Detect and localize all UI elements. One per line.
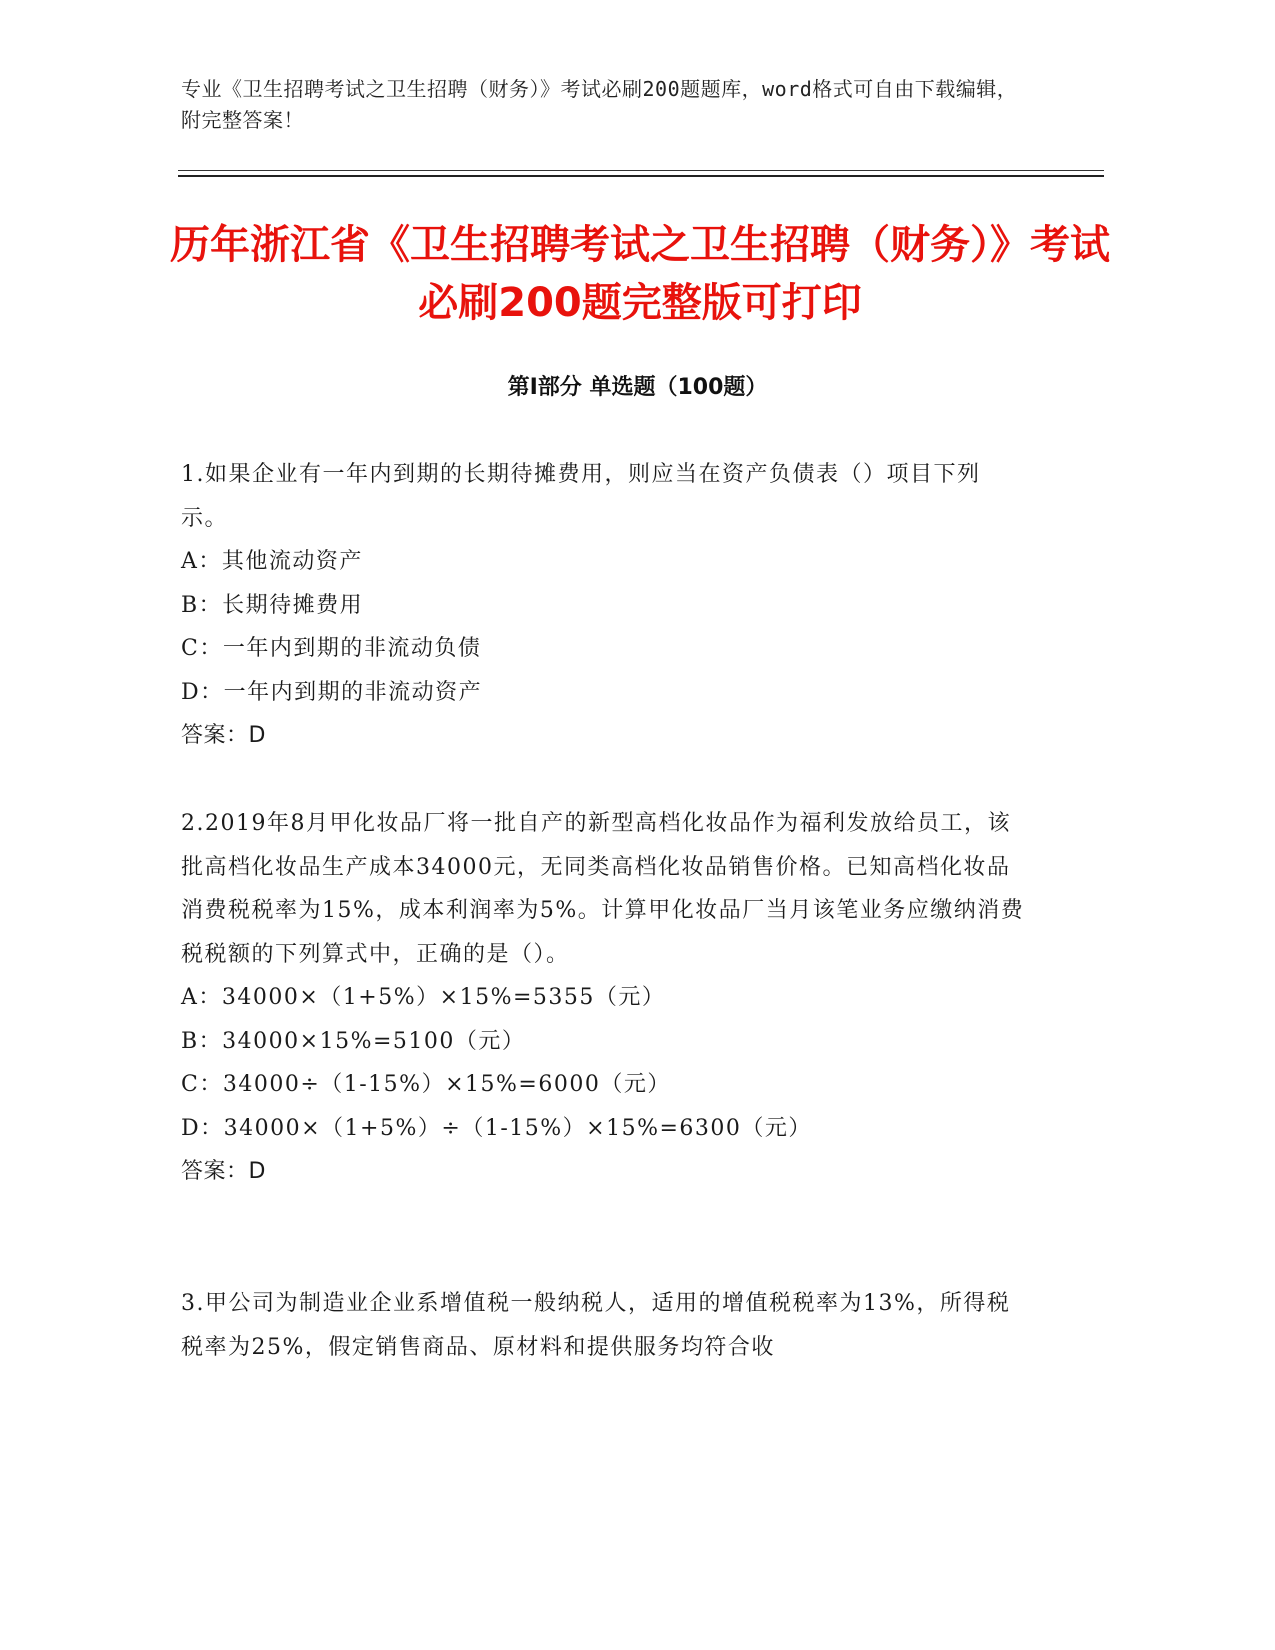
option-a: A：其他流动资产 [181, 549, 363, 574]
header-divider-bottom [178, 175, 1104, 177]
answer: 答案：D [181, 723, 266, 748]
question-3 [181, 1282, 1026, 1369]
option-d: D：一年内到期的非流动资产 [181, 679, 483, 705]
option-b: B：34000×15%=5100（元） [181, 1028, 526, 1054]
option-c: C：一年内到期的非流动负债 [181, 636, 482, 661]
option-d: D：34000×（1+5%）÷（1-15%）×15%=6300（元） [181, 1115, 812, 1141]
question-stem: 1.如果企业有一年内到期的长期待摊费用，则应当在资产负债表（）项目下列示。 [181, 462, 981, 531]
section-heading: 第Ⅰ部分 单选题（100题） [507, 375, 768, 400]
question-stem: 3.甲公司为制造业企业系增值税一般纳税人，适用的增值税税率为13%，所得税税率为25%，假定销售商品、原材料和提供服务均符合收 [181, 1291, 1011, 1360]
header-note: 专业《卫生招聘考试之卫生招聘（财务）》考试必刷200题题库，word格式可自由下载编辑，附完整答案！ [181, 77, 1018, 132]
question-1 [181, 453, 1026, 758]
option-b: B：长期待摊费用 [181, 592, 364, 618]
answer: 答案：D [181, 1159, 266, 1184]
option-c: C：34000÷（1-15%）×15%=6000（元） [181, 1072, 671, 1097]
header-divider-top [178, 170, 1104, 171]
option-a: A：34000×（1+5%）×15%=5355（元） [181, 985, 666, 1010]
document-title: 历年浙江省《卫生招聘考试之卫生招聘（财务）》考试必刷200题完整版可打印 [170, 222, 1110, 326]
question-stem: 2.2019年8月甲化妆品厂将一批自产的新型高档化妆品作为福利发放给员工，该批高档化妆品生产成本34000元，无同类高档化妆品销售价格。已知高档化妆品消费税税率为15%，成本利润率为5%。计算甲化妆品厂当月该笔业务应缴纳消费税税额的下列算式中，正确的是（）。 [181, 811, 1025, 967]
question-2 [181, 802, 1026, 1194]
